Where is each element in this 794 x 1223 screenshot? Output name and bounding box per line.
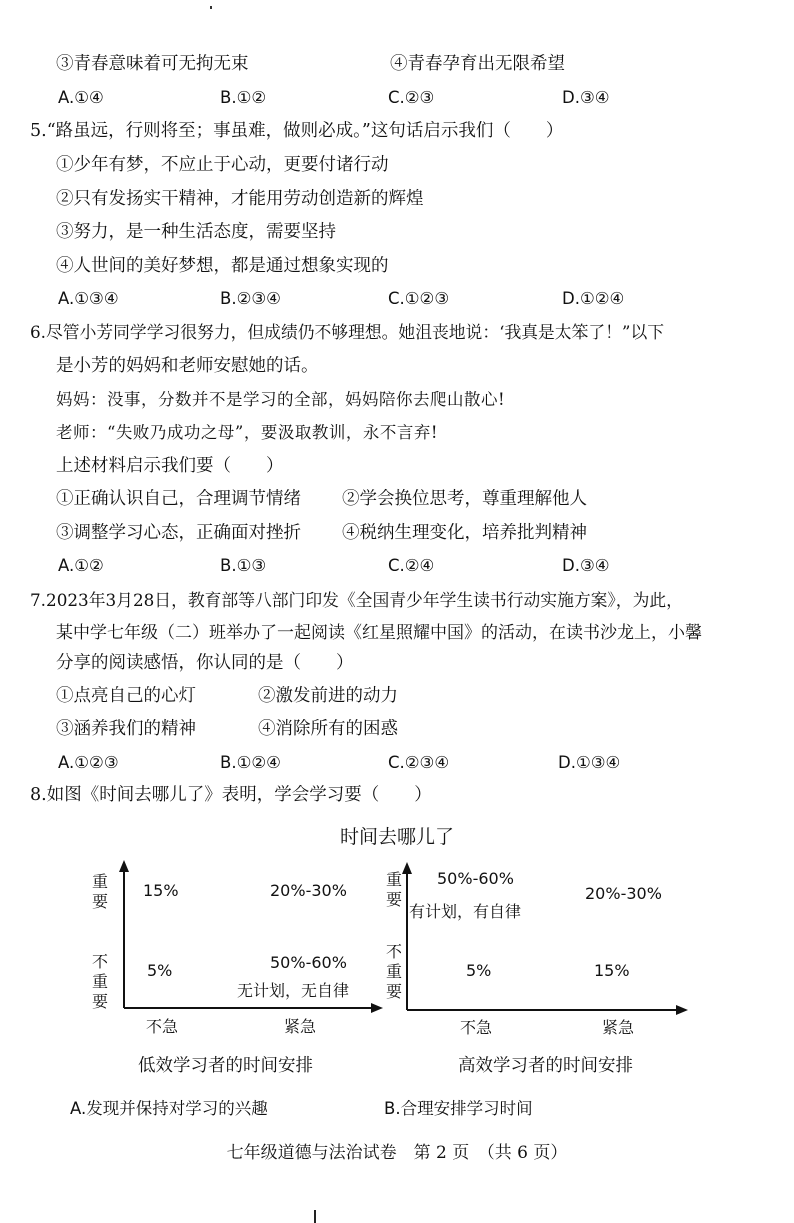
q6-item-3: ③调整学习心态，正确面对挫折 (56, 523, 301, 543)
q5-stem: 5.“路虽远，行则将至；事虽难，做则必成。”这句话启示我们（ ） (30, 121, 564, 141)
right-x-right-label: 紧急 (602, 1018, 635, 1037)
q6-teacher-quote: 老师：“失败乃成功之母”，要汲取教训，永不言弃! (56, 423, 439, 442)
q6-item-1: ①正确认识自己，合理调节情绪 (56, 489, 301, 509)
left-q-important-urgent: 20%-30% (270, 881, 347, 900)
q6-choice-a: A.①② (58, 556, 104, 575)
q8-choice-a: A.发现并保持对学习的兴趣 (70, 1099, 268, 1118)
left-x-left-label: 不急 (146, 1017, 179, 1036)
left-q-unimportant-urgent: 50%-60% (270, 953, 347, 972)
left-caption: 低效学习者的时间安排 (138, 1056, 313, 1076)
q5-choice-d: D.①②④ (562, 289, 625, 308)
right-caption: 高效学习者的时间安排 (458, 1056, 633, 1076)
q6-choice-d: D.③④ (562, 556, 610, 575)
q6-prompt: 上述材料启示我们要（ ） (56, 456, 284, 476)
q4-choice-a: A.①④ (58, 88, 104, 107)
q6-mom-quote: 妈妈：没事，分数并不是学习的全部，妈妈陪你去爬山散心! (56, 390, 506, 409)
left-q-important-not-urgent: 15% (143, 881, 179, 900)
right-x-arrow (676, 1005, 688, 1015)
right-y-top-label: 重 要 (385, 870, 402, 909)
right-x-left-label: 不急 (460, 1018, 493, 1037)
q7-choice-d: D.①③④ (558, 753, 621, 772)
right-q-important-urgent: 20%-30% (585, 884, 662, 903)
q4-choice-c: C.②③ (388, 88, 435, 107)
right-y-bottom-label: 不 重 要 (385, 942, 402, 1001)
q7-stem-line-1: 7.2023年3月28日，教育部等八部门印发《全国青少年学生读书行动实施方案》，为此， (30, 590, 683, 610)
left-note: 无计划，无自律 (237, 981, 350, 1000)
q5-choice-c: C.①②③ (388, 289, 450, 308)
q7-item-4: ④消除所有的困惑 (258, 719, 398, 739)
left-y-bottom-label: 不 重 要 (91, 952, 108, 1011)
figure-title: 时间去哪儿了 (339, 826, 454, 848)
q6-stem-line-2: 是小芳的妈妈和老师安慰她的话。 (56, 356, 319, 376)
q4-option-4: ④青春孕育出无限希望 (390, 54, 565, 74)
page-footer: 七年级道德与法治试卷 第 2 页 （共 6 页） (226, 1143, 568, 1163)
q7-stem-line-3: 分享的阅读感悟，你认同的是（ ） (56, 653, 354, 673)
q5-item-4: ④人世间的美好梦想，都是通过想象实现的 (56, 256, 389, 276)
q4-choice-b: B.①② (220, 88, 267, 107)
scan-dot (210, 6, 212, 9)
q7-item-2: ②激发前进的动力 (258, 686, 398, 706)
q6-item-4: ④税纳生理变化，培养批判精神 (342, 523, 587, 543)
q5-choice-a: A.①③④ (58, 289, 119, 308)
right-note: 有计划，有自律 (409, 902, 522, 921)
q4-choice-d: D.③④ (562, 88, 610, 107)
left-y-arrow (119, 860, 129, 872)
left-x-arrow (371, 1003, 383, 1013)
q7-choice-b: B.①②④ (220, 753, 281, 772)
q6-choice-b: B.①③ (220, 556, 267, 575)
q7-item-3: ③涵养我们的精神 (56, 719, 196, 739)
q6-choice-c: C.②④ (388, 556, 435, 575)
q5-item-3: ③努力，是一种生活态度，需要坚持 (56, 222, 336, 242)
left-y-top-label: 重 要 (91, 872, 108, 911)
right-q-unimportant-not-urgent: 5% (466, 961, 492, 980)
q7-choice-a: A.①②③ (58, 753, 119, 772)
q6-stem-line-1: 6.尽管小芳同学学习很努力，但成绩仍不够理想。她沮丧地说：‘我真是太笨了！”以下 (30, 322, 665, 342)
left-x-right-label: 紧急 (284, 1017, 317, 1036)
q8-choice-b: B.合理安排学习时间 (384, 1099, 533, 1118)
scan-mark (314, 1210, 316, 1223)
q7-choice-c: C.②③④ (388, 753, 450, 772)
q7-item-1: ①点亮自己的心灯 (56, 686, 196, 706)
q5-item-2: ②只有发扬实干精神，才能用劳动创造新的辉煌 (56, 189, 424, 209)
q6-item-2: ②学会换位思考，尊重理解他人 (342, 489, 587, 509)
q4-option-3: ③青春意味着可无拘无束 (56, 54, 249, 74)
q8-stem: 8.如图《时间去哪儿了》表明，学会学习要（ ） (30, 785, 432, 805)
right-q-unimportant-urgent: 15% (594, 961, 630, 980)
right-q-important-not-urgent: 50%-60% (437, 869, 514, 888)
left-q-unimportant-not-urgent: 5% (147, 961, 173, 980)
q7-stem-line-2: 某中学七年级（二）班举办了一起阅读《红星照耀中国》的活动，在读书沙龙上，小馨 (56, 623, 702, 643)
q5-item-1: ①少年有梦，不应止于心动，更要付诸行动 (56, 155, 389, 175)
q5-choice-b: B.②③④ (220, 289, 281, 308)
